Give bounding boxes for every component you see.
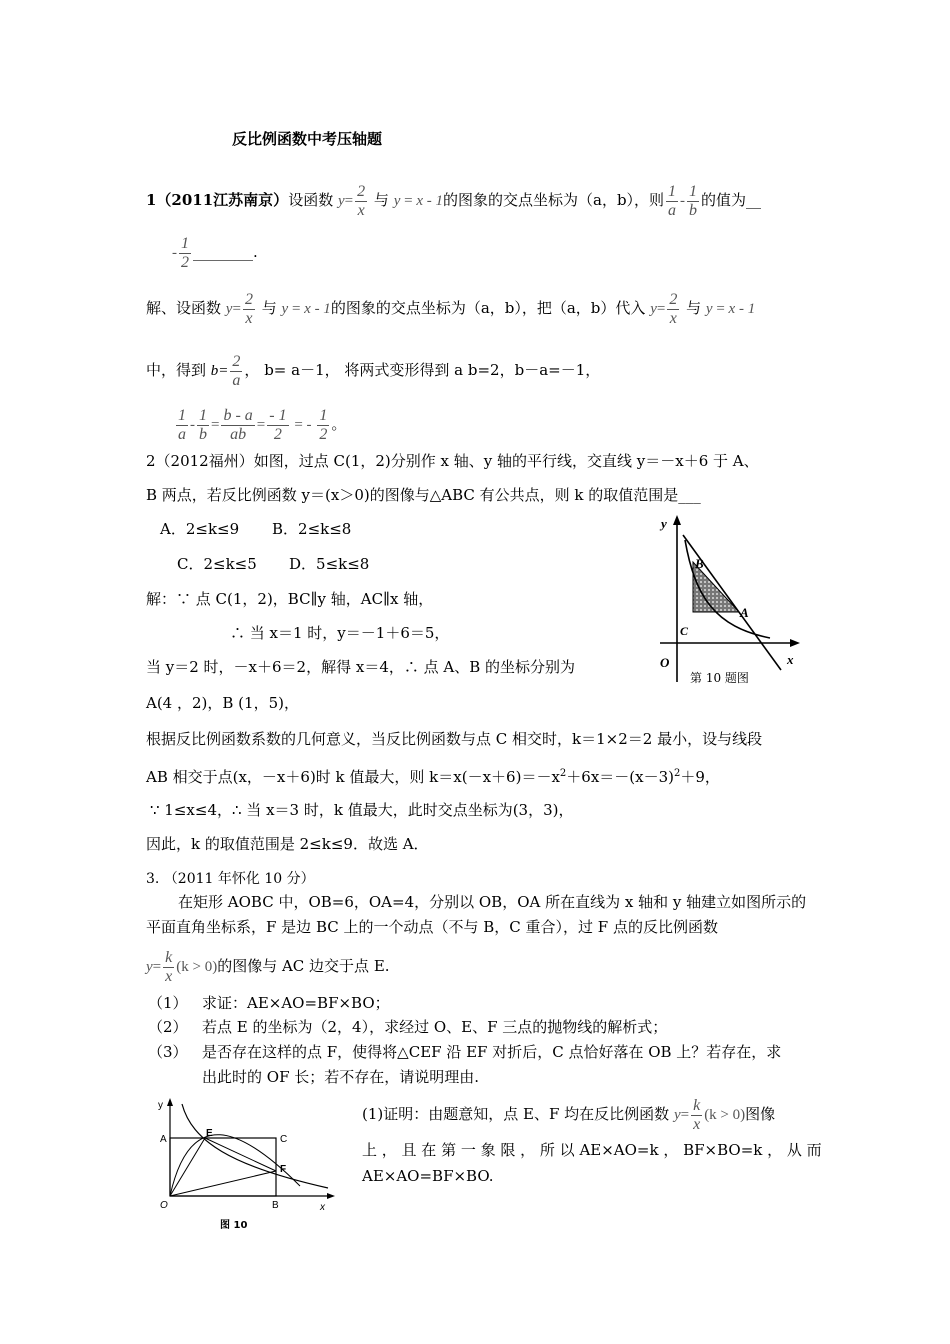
p3-q3a: 是否存在这样的点 F，使得将△CEF 沿 EF 对折后，C 点恰好落在 OB 上？若存在，求	[202, 1043, 782, 1061]
p2-sol6: AB 相交于点(x，－x＋6)时 k 值最大，则 $k=x(-x+6)=-x^2+6x=-(x-3)^2+9$，	[146, 768, 720, 786]
p1-sol-line1: 解、设函数 y= $\frac{2}{x}$ 与 y = x - 1的图象的交点坐标为（a，b），把（a，b）代入 y= $\frac{2}{x}$ 与 y = x - 1	[146, 290, 756, 327]
p1-question: 1（2011江苏南京）设函数 y= $\frac{2}{x}$ 与 y = x - 1的图象的交点坐标为（a，b），则 $\frac{1}{a}$ - $\frac{1}{b}$ 的值为__	[146, 182, 762, 219]
figure-caption: 第 10 题图	[690, 671, 749, 685]
p3-proof-line1: (1)证明：由题意知，点 E、F 均在反比例函数 y= $\frac{k}{x}$ (k > 0)图像	[362, 1096, 776, 1133]
hyperbola-curve	[182, 1104, 328, 1188]
p3-q2-num: （2）	[148, 1018, 188, 1036]
p3-proof-line2: 上 ， 且 在 第 一 象 限 ， 所 以 AE×AO=k ， BF×BO=k ， 从 而	[362, 1141, 822, 1159]
p3-q3-num: （3）	[148, 1043, 188, 1061]
p3-line3: y= $\frac{k}{x}$ (k > 0)的图像与 AC 边交于点 E.	[146, 948, 390, 985]
label-y: y	[661, 516, 667, 531]
label-x: x	[320, 1202, 325, 1213]
p1-y: y	[337, 193, 345, 209]
label-c: C	[280, 1134, 288, 1145]
label-o: O	[160, 1200, 168, 1211]
label-a: A	[740, 605, 749, 620]
label-x: x	[787, 652, 794, 667]
label-e: E	[206, 1128, 213, 1139]
x-arrow-icon	[327, 1193, 335, 1199]
p2-optA: A．2≤k≤9	[160, 520, 240, 538]
label-y: y	[158, 1100, 163, 1111]
p2-optD: D．5≤k≤8	[289, 555, 370, 573]
p2-sol7: ∵ 1≤x≤4，∴ 当 x＝3 时，k 值最大，此时交点坐标为(3，3)，	[150, 801, 574, 819]
p2-sol2: ∴ 当 x＝1 时，y＝－1＋6＝5，	[230, 624, 450, 642]
p2-line2: B 两点，若反比例函数 y＝(x＞0)的图像与△ABC 有公共点，则 k 的取值范围是___	[146, 486, 701, 504]
p2-sol8: 因此，k 的取值范围是 2≤k≤9．故选 A．	[146, 835, 429, 853]
label-f: F	[280, 1164, 287, 1175]
p3-figure	[150, 1096, 340, 1236]
label-c: C	[680, 624, 689, 638]
p3-q2: 若点 E 的坐标为（2，4），求经过 O、E、F 三点的抛物线的解析式；	[202, 1018, 668, 1036]
figure-caption: 图 10	[220, 1220, 248, 1231]
p3-proof-line3: AE×AO=BF×BO.	[362, 1167, 494, 1185]
y-arrow-icon	[167, 1098, 173, 1106]
y-arrow-icon	[673, 515, 681, 525]
p1-head: 1（2011江苏南京）	[146, 191, 289, 209]
p1-sol-line2: 中，得到 b= $\frac{2}{a}$ ， b= a－1， 将两式变形得到 a b=2，b－a=－1，	[146, 352, 601, 389]
label-a: A	[160, 1134, 167, 1145]
p3-q3b: 出此时的 OF 长；若不存在，请说明理由.	[202, 1068, 480, 1086]
p2-optB: B．2≤k≤8	[272, 520, 352, 538]
p3-q1-num: （1）	[148, 994, 188, 1012]
p1-answer: - $\frac{1}{2}$ ________.	[172, 234, 258, 271]
page-title: 反比例函数中考压轴题	[232, 130, 383, 148]
p2-optC: C．2≤k≤5	[177, 555, 257, 573]
p2-figure	[655, 512, 805, 692]
p3-head: 3. （2011 年怀化 10 分）	[146, 871, 315, 887]
p2-sol3: 当 y＝2 时，－x＋6＝2，解得 x＝4，∴ 点 A、B 的坐标分别为	[146, 658, 576, 676]
label-b: B	[272, 1200, 279, 1211]
label-o: O	[660, 655, 670, 670]
label-b: B	[695, 556, 704, 571]
p2-line1: 2（2012福州）如图，过点 C(1，2)分别作 x 轴、y 轴的平行线，交直线 y＝－x＋6 于 A、	[146, 452, 759, 470]
p2-sol5: 根据反比例函数系数的几何意义，当反比例函数与点 C 相交时，k＝1×2＝2 最小，设与线段	[146, 730, 763, 748]
answer-blank: ________.	[193, 243, 258, 261]
p2-sol4: A(4 ，2)，B (1，5)，	[146, 694, 299, 712]
p3-q1: 求证：AE×AO=BF×BO；	[202, 994, 390, 1012]
p3-line1: 在矩形 AOBC 中，OB=6，OA=4，分别以 OB，OA 所在直线为 x 轴和 y 轴建立如图所示的	[178, 893, 807, 911]
frac-2-over-x: $\frac{2}{x}$	[357, 182, 366, 219]
p1-sol-line3: $\frac{1}{a}$ - $\frac{1}{b}$ = $\frac{b - a}{ab}$ = $\frac{- 1}{2}$ = - $\frac{1}{2}$ 。	[178, 406, 347, 443]
p3-line2: 平面直角坐标系，F 是边 BC 上的一个动点（不与 B，C 重合），过 F 点的反比例函数	[146, 918, 718, 936]
p1-t1: 设函数	[288, 191, 334, 209]
x-arrow-icon	[790, 639, 800, 647]
p2-sol1: 解：∵ 点 C(1，2)，BC∥y 轴，AC∥x 轴，	[146, 590, 434, 608]
